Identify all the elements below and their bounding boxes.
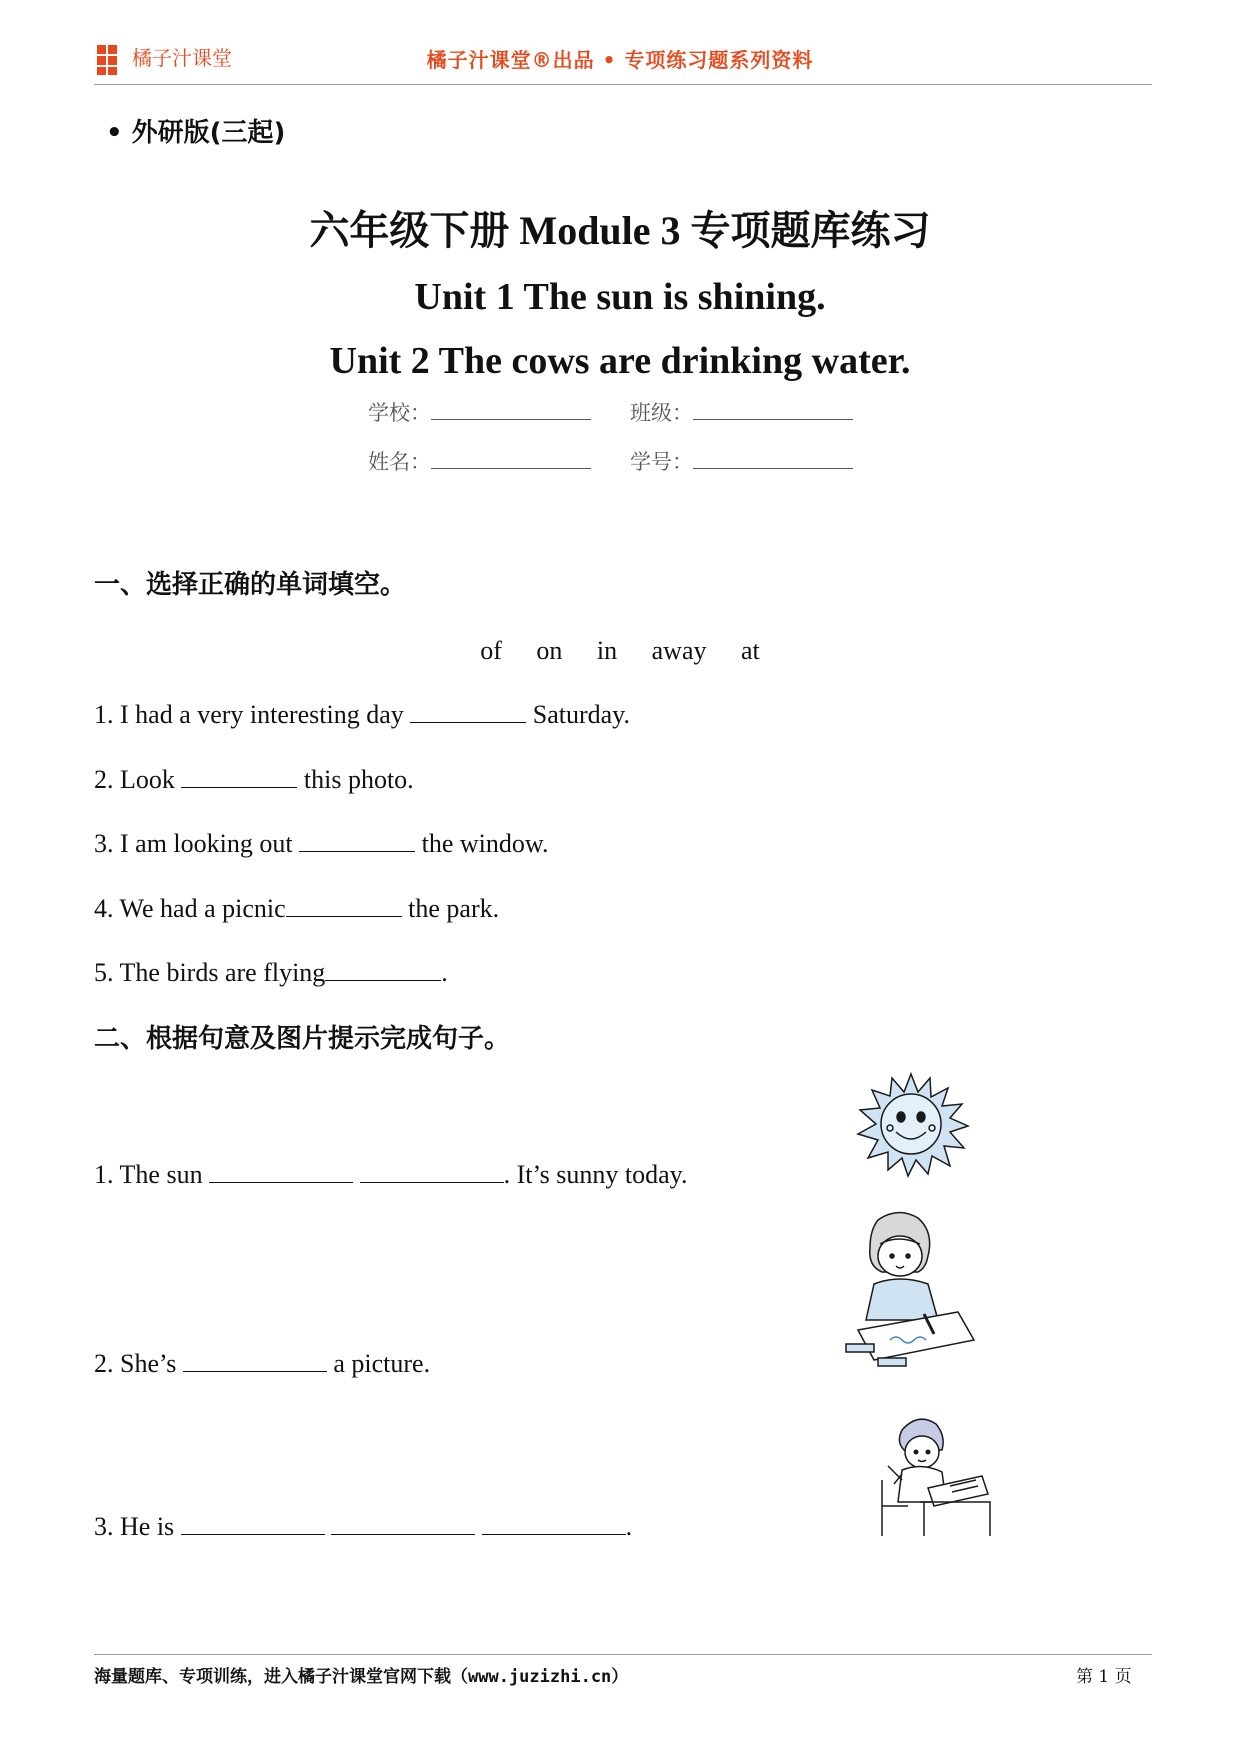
- question-text: 2. Look: [94, 765, 182, 794]
- boy-at-desk-icon: [858, 1410, 998, 1540]
- unit2-title: Unit 2 The cows are drinking water.: [329, 340, 911, 382]
- question-text: 4. We had a picnic: [94, 894, 286, 923]
- class-label: 班级：: [630, 401, 693, 425]
- number-label: 学号：: [630, 450, 693, 474]
- s2-question-1: [94, 1158, 688, 1192]
- name-label: 姓名：: [368, 450, 431, 474]
- class-blank[interactable]: [693, 399, 853, 420]
- page-number: 第 1 页: [1076, 1667, 1132, 1687]
- answer-blank[interactable]: [181, 763, 297, 788]
- word-option: away: [651, 636, 707, 665]
- s2-question-3: [94, 1510, 632, 1544]
- question-text: 1. The sun: [94, 1160, 210, 1189]
- edition-label: • 外研版(三起): [106, 118, 286, 148]
- word-option: in: [596, 636, 618, 665]
- question-text: 3. He is: [94, 1512, 181, 1541]
- school-field: [368, 398, 591, 428]
- answer-blank[interactable]: [181, 1510, 325, 1535]
- answer-blank[interactable]: [209, 1158, 353, 1183]
- sun-icon: [850, 1070, 972, 1178]
- answer-blank[interactable]: [183, 1347, 327, 1372]
- s2-question-2: [94, 1347, 430, 1381]
- word-option: at: [741, 636, 760, 665]
- number-field: [630, 447, 853, 477]
- answer-blank[interactable]: [299, 827, 415, 852]
- school-blank[interactable]: [431, 399, 591, 420]
- question-text: the window.: [415, 829, 549, 858]
- s1-question-3: [94, 827, 548, 861]
- section1-heading: 一、选择正确的单词填空。: [94, 570, 407, 600]
- answer-blank[interactable]: [482, 1510, 626, 1535]
- answer-blank[interactable]: [286, 892, 402, 917]
- girl-drawing-icon: [838, 1210, 978, 1370]
- question-text: . It’s sunny today.: [503, 1160, 688, 1189]
- school-label: 学校：: [368, 401, 431, 425]
- question-text: this photo.: [297, 765, 414, 794]
- edition-text: 外研版(三起): [131, 118, 286, 148]
- section2-heading: 二、根据句意及图片提示完成句子。: [94, 1024, 511, 1054]
- answer-blank[interactable]: [410, 698, 526, 723]
- header-divider: [94, 84, 1152, 85]
- number-blank[interactable]: [693, 448, 853, 469]
- unit1-title: Unit 1 The sun is shining.: [414, 276, 826, 318]
- name-blank[interactable]: [431, 448, 591, 469]
- name-field: [368, 447, 591, 477]
- question-text: Saturday.: [526, 700, 630, 729]
- question-text: .: [441, 958, 448, 987]
- answer-blank[interactable]: [325, 956, 441, 981]
- brand-name: 橘子汁课堂: [132, 46, 232, 70]
- brand-logo-icon: [96, 44, 130, 76]
- question-text: the park.: [401, 894, 500, 923]
- footer-divider: [94, 1654, 1152, 1655]
- question-text: 3. I am looking out: [94, 829, 300, 858]
- word-bank: [0, 634, 1240, 668]
- question-text: 1. I had a very interesting day: [94, 700, 411, 729]
- answer-blank[interactable]: [360, 1158, 504, 1183]
- question-text: 2. She’s: [94, 1349, 183, 1378]
- main-title: 六年级下册 Module 3 专项题库练习: [309, 208, 931, 253]
- word-option: of: [480, 636, 502, 665]
- s1-question-4: [94, 892, 499, 926]
- class-field: [630, 398, 853, 428]
- question-text: a picture.: [326, 1349, 431, 1378]
- footer-text: 海量题库、专项训练，进入橘子汁课堂官网下载（www.juzizhi.cn）: [94, 1667, 629, 1687]
- question-text: .: [625, 1512, 633, 1541]
- answer-blank[interactable]: [331, 1510, 475, 1535]
- s1-question-2: [94, 763, 414, 797]
- header-title: 橘子汁课堂®出品 • 专项练习题系列资料: [426, 48, 814, 72]
- question-text: 5. The birds are flying: [94, 958, 326, 987]
- s1-question-5: [94, 956, 448, 990]
- word-option: on: [536, 636, 563, 665]
- s1-question-1: [94, 698, 630, 732]
